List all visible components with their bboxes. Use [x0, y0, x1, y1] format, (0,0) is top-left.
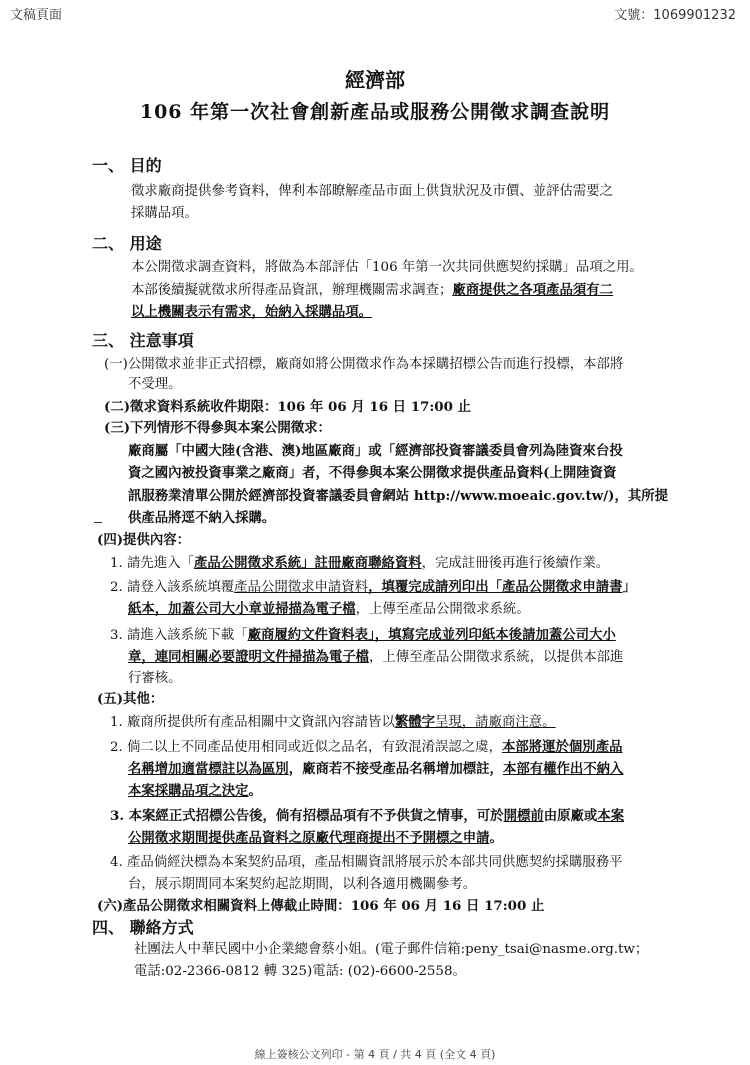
provide-item-3-cont: 行審核。: [128, 671, 182, 686]
other-item-text: 1. 廠商所提供所有產品相關中文資訊內容請皆以: [110, 715, 395, 730]
section-1-line: 採購品項。: [131, 206, 198, 221]
notice-item-3-line: 資之國內被投資事業之廠商」者，不得參與本案公開徵求提供產品資料(上開陸資資: [128, 465, 617, 481]
other-item-text: 2. 倘二以上不同產品使用相同或近似之品名，有致混淆誤認之虞，: [110, 740, 502, 755]
other-item-text: 由原廠或: [543, 808, 598, 824]
other-item-4: 4. 產品倘經決標為本案契約品項，產品相關資訊將展示於本部共同供應契約採購服務平: [110, 855, 623, 870]
section-1-heading: 一、 目的: [92, 156, 162, 175]
section-2-line: 本公開徵求調查資料，將做為本部評估「106 年第一次共同供應契約採購」品項之用。: [131, 260, 643, 275]
other-item-emphasis: 繁體字: [394, 714, 436, 730]
other-item-text: ，廠商若不接受產品名稱增加標註，: [288, 761, 503, 777]
provide-item-1: [110, 553, 609, 574]
section-2-emphasis: 廠商提供之各項產品須有二: [452, 282, 614, 298]
section-2-line: [131, 280, 613, 301]
notice-item-3-line: 訊服務業清單公開於經濟部投資審議委員會網站 http://www.moeaic.gov.tw/)，其所提: [128, 488, 669, 504]
other-item-2: [110, 737, 622, 758]
notice-item-3-line: 廠商屬「中國大陸(含港、澳)地區廠商」或「經濟部投資審議委員會列為陸資來台投: [128, 443, 623, 459]
notice-item-2: (二)徵求資料系統收件期限：106 年 06 月 16 日 17:00 止: [104, 399, 471, 415]
section-3-heading: 三、 注意事項: [92, 331, 194, 350]
other-item-emphasis: 開標前: [503, 808, 544, 824]
section-2-heading: 二、 用途: [92, 234, 162, 253]
provide-item-text: 1. 請先進入「: [110, 556, 194, 571]
contact-line: 社團法人中華民國中小企業總會蔡小姐。(電子郵件信箱:peny_tsai@nasme.org.tw；: [134, 942, 649, 957]
section-2-emphasis: 以上機關表示有需求，始納入採購品項。: [131, 304, 373, 320]
provide-item-3-cont: [128, 647, 623, 668]
other-item-4-cont: 台，展示期間同本案契約起訖期間，以利各適用機關參考。: [128, 877, 477, 892]
provide-item-text: 2. 請登入該系統填覆: [110, 580, 235, 595]
provide-item-emphasis: ，填覆完成請列印出「產品公開徵求申請書: [368, 579, 623, 595]
other-item-emphasis: 公開徵求期間提供產品資料之原廠代理商提出不予開標之申請: [128, 830, 490, 846]
provide-item-text: ，上傳至產品公開徵求系統，以提供本部進: [369, 650, 624, 665]
notice-item-3-line: 供產品將逕不納入採購。: [128, 510, 276, 526]
provide-item-2: [110, 577, 636, 598]
notice-item-1-cont: 不受理。: [128, 377, 182, 392]
other-item-emphasis: 本案採購品項之決定: [128, 783, 249, 799]
notice-item-3-heading: (三)下列情形不得參與本案公開徵求：: [104, 420, 331, 436]
other-item-emphasis: 本案: [597, 808, 625, 824]
print-footer: 線上簽核公文列印 - 第 4 頁 / 共 4 頁 (全文 4 頁): [254, 1048, 496, 1061]
other-item-2-cont: [128, 781, 262, 802]
scan-mark: [94, 522, 102, 523]
provide-item-2-cont: [128, 599, 530, 620]
provide-item-text: ，完成註冊後再進行後續作業。: [421, 556, 610, 571]
provide-item-emphasis: 」註冊廠商聯絡資料: [301, 555, 422, 571]
provide-item-emphasis: 紙本，加蓋公司大小章並掃描為電子檔: [128, 601, 356, 617]
notice-item-4-heading: (四)提供內容：: [97, 532, 191, 548]
other-item-3: [110, 806, 624, 827]
provide-item-text: ，上傳至產品公開徵求系統。: [355, 602, 530, 617]
notice-item-6: (六)產品公開徵求相關資料上傳截止時間：106 年 06 月 16 日 17:00 止: [97, 898, 545, 914]
provide-item-underline: 產品公開徵求申請資料: [234, 580, 369, 595]
other-item-emphasis: 本部將運於個別產品: [501, 739, 623, 755]
contact-line: 電話:02-2366-0812 轉 325)電話: (02)-6600-2558。: [134, 964, 466, 979]
provide-item-text: 3. 請進入該系統下載「: [110, 628, 248, 643]
document-number: 文號：1069901232: [614, 8, 736, 23]
provide-item-emphasis: 」，填寫完成並列印紙本後請加蓋公司大小: [368, 627, 616, 643]
notice-item-5-heading: (五)其他：: [97, 691, 164, 707]
provide-item-3: [110, 625, 616, 646]
notice-item-1: (一)公開徵求並非正式招標，廠商如將公開徵求作為本採購招標公告而進行投標，本部將: [104, 357, 624, 372]
section-1-line: 徵求廠商提供參考資料，俾利本部瞭解產品市面上供貨狀況及市價、並評估需要之: [131, 184, 614, 199]
other-item-emphasis: 本部有權作出不納入: [502, 761, 624, 777]
other-item-1: [110, 712, 556, 733]
other-item-text: 。: [489, 830, 503, 846]
provide-item-text: 」: [622, 579, 636, 595]
organization-title: 經濟部: [345, 68, 405, 92]
other-item-emphasis: 名稱增加適當標註以為區別: [128, 761, 289, 777]
other-item-text: 。: [248, 783, 262, 799]
provide-item-emphasis: 章，連同相關必要證明文件掃描為電子檔: [128, 649, 370, 665]
section-2-text: 本部後續擬就徵求所得產品資訊，辦理機關需求調查；: [131, 283, 453, 298]
other-item-underline: 呈現，請廠商注意。: [435, 715, 556, 730]
provide-item-emphasis: 廠商履約文件資料表: [247, 627, 369, 643]
document-title: 106 年第一次社會創新產品或服務公開徵求調查說明: [139, 101, 611, 123]
other-item-text: 3. 本案經正式招標公告後，倘有招標品項有不予供貨之情事，可於: [110, 808, 504, 824]
other-item-3-cont: [128, 828, 503, 849]
provide-item-emphasis: 產品公開徵求系統: [194, 555, 302, 571]
other-item-2-cont: [128, 759, 623, 780]
section-4-heading: 四、 聯絡方式: [92, 918, 194, 937]
document-type-label: 文稿頁面: [10, 8, 63, 23]
